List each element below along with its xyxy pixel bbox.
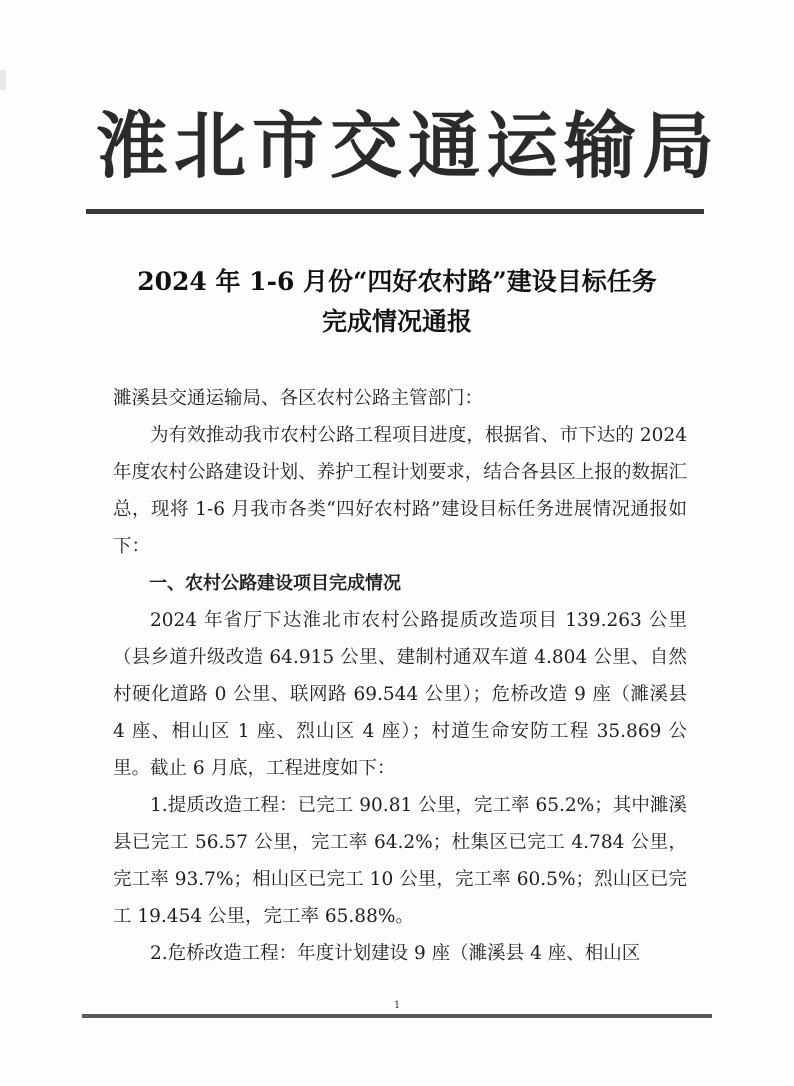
salutation: 濉溪县交通运输局、各区农村公路主管部门： — [113, 388, 484, 409]
section-heading-1: 一、农村公路建设项目完成情况 — [149, 573, 401, 594]
footer-rule — [82, 1014, 712, 1018]
title-line-1: 2024 年 1-6 月份“四好农村路”建设目标任务 — [137, 267, 657, 296]
intro-paragraph: 为有效推动我市农村公路工程项目进度，根据省、市下达的 2024 年度农村公路建设计划、养护工程计划要求，结合各县区上报的数据汇总，现将 1-6 月我市各类“四好农村路”建设目标任务进展情况通报如下： — [113, 425, 687, 557]
item-1-paragraph: 1.提质改造工程：已完工 90.81 公里，完工率 65.2%；其中濉溪县已完工 56.57 公里，完工率 64.2%；杜集区已完工 4.784 公里，完工率 93.7%；相山区已完工 10 公里，完工率 60.5%；烈山区已完工 19.454 公里，完工率 65.88%。 — [113, 795, 687, 927]
page-number: 1 — [393, 1000, 401, 1011]
scan-mark — [0, 70, 6, 90]
title-line-2: 完成情况通报 — [321, 307, 472, 336]
item-2-paragraph: 2.危桥改造工程：年度计划建设 9 座（濉溪县 4 座、相山区 — [150, 943, 641, 964]
letterhead-rule — [86, 209, 704, 214]
document-body — [113, 380, 687, 972]
section1-paragraph: 2024 年省厅下达淮北市农村公路提质改造项目 139.263 公里（县乡道升级改造 64.915 公里、建制村通双车道 4.804 公里、自然村硬化道路 0 公里、联网路 69.544 公里）；危桥改造 9 座（濉溪县 4 座、相山区 1 座、烈山区 4 座）；村道生命安防工程 35.869 公里。截止 6 月底，工程进度如下： — [113, 610, 687, 779]
document-title — [80, 262, 714, 342]
letterhead-org-name: 淮北市交通运输局 — [96, 104, 721, 188]
